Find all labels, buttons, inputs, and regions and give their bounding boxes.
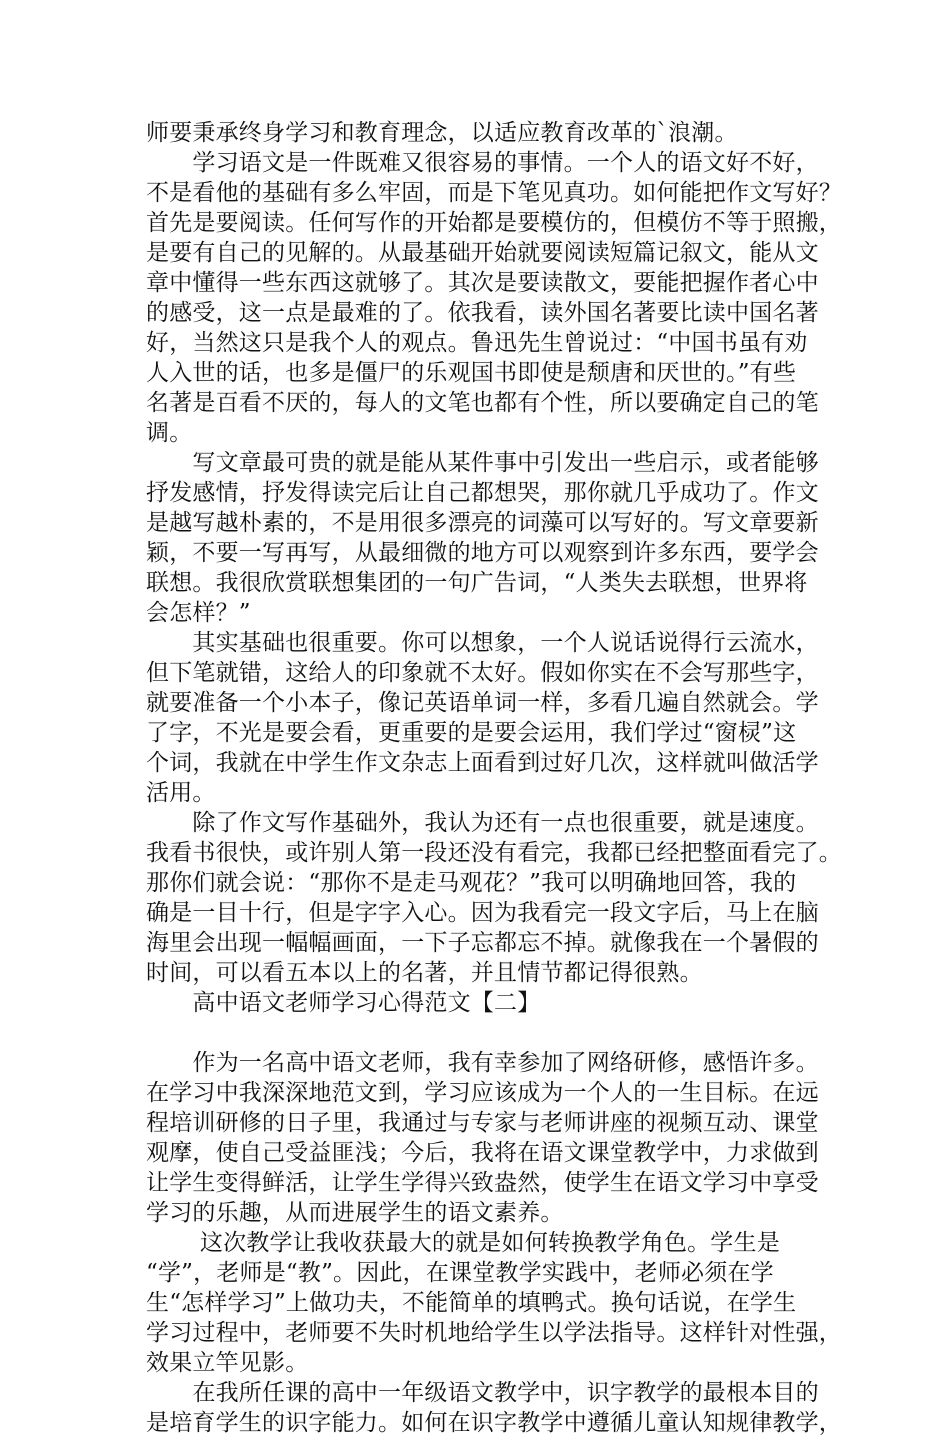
- text-line: 高中语文老师学习心得范文【二】: [146, 990, 541, 1016]
- text-line: 联想。我很欣赏联想集团的一句广告词，“人类失去联想，世界将: [146, 570, 808, 596]
- text-line: 是培育学生的识字能力。如何在识字教学中遵循儿童认知规律教学，: [146, 1410, 842, 1436]
- text-line: “学”，老师是“教”。因此，在课堂教学实践中，老师必须在学: [146, 1260, 774, 1286]
- text-line: 师要秉承终身学习和教育理念，以适应教育改革的`浪潮。: [146, 120, 738, 146]
- text-line: 海里会出现一幅幅画面，一下子忘都忘不掉。就像我在一个暑假的: [146, 930, 819, 956]
- text-line: 会怎样？”: [146, 600, 251, 626]
- text-line: 时间，可以看五本以上的名著，并且情节都记得很熟。: [146, 960, 703, 986]
- text-line: 好，当然这只是我个人的观点。鲁迅先生曾说过：“中国书虽有劝: [146, 330, 808, 356]
- text-line: 就要准备一个小本子，像记英语单词一样，多看几遍自然就会。学: [146, 690, 819, 716]
- text-line: 这次教学让我收获最大的就是如何转换教学角色。学生是: [146, 1230, 780, 1256]
- text-line: 写文章最可贵的就是能从某件事中引发出一些启示，或者能够: [146, 450, 819, 476]
- blank-line: [146, 1018, 826, 1048]
- text-line: 其实基础也很重要。你可以想象，一个人说话说得行云流水，: [146, 630, 819, 656]
- text-line: 程培训研修的日子里，我通过与专家与老师讲座的视频互动、课堂: [146, 1110, 819, 1136]
- text-line: 人入世的话，也多是僵尸的乐观国书即使是颓唐和厌世的。”有些: [146, 360, 797, 386]
- text-line: 除了作文写作基础外，我认为还有一点也很重要，就是速度。: [146, 810, 819, 836]
- text-line: 观摩，使自己受益匪浅；今后，我将在语文课堂教学中，力求做到: [146, 1140, 819, 1166]
- text-line: 是要有自己的见解的。从最基础开始就要阅读短篇记叙文，能从文: [146, 240, 819, 266]
- text-line: 是越写越朴素的，不是用很多漂亮的词藻可以写好的。写文章要新: [146, 510, 819, 536]
- text-line: 效果立竿见影。: [146, 1350, 309, 1376]
- text-line: 在学习中我深深地范文到，学习应该成为一个人的一生目标。在远: [146, 1080, 819, 1106]
- text-line: 名著是百看不厌的，每人的文笔也都有个性，所以要确定自己的笔: [146, 390, 819, 416]
- text-line: 在我所任课的高中一年级语文教学中，识字教学的最根本目的: [146, 1380, 819, 1406]
- text-line: 个词，我就在中学生作文杂志上面看到过好几次，这样就叫做活学: [146, 750, 819, 776]
- text-line: 作为一名高中语文老师，我有幸参加了网络研修，感悟许多。: [146, 1050, 819, 1076]
- text-line: 的感受，这一点是最难的了。依我看，读外国名著要比读中国名著: [146, 300, 819, 326]
- text-line: 学习语文是一件既难又很容易的事情。一个人的语文好不好，: [146, 150, 819, 176]
- text-line: 活用。: [146, 780, 216, 806]
- text-line: 生“怎样学习”上做功夫，不能简单的填鸭式。换句话说，在学生: [146, 1290, 797, 1316]
- document-page: [146, 118, 842, 1438]
- text-line: 但下笔就错，这给人的印象就不太好。假如你实在不会写那些字，: [146, 660, 819, 686]
- text-line: 章中懂得一些东西这就够了。其次是要读散文，要能把握作者心中: [146, 270, 819, 296]
- text-line: 确是一目十行，但是字字入心。因为我看完一段文字后，马上在脑: [146, 900, 819, 926]
- text-line: 不是看他的基础有多么牢固，而是下笔见真功。如何能把作文写好？: [146, 180, 842, 206]
- text-line: 颖，不要一写再写，从最细微的地方可以观察到许多东西，要学会: [146, 540, 819, 566]
- text-line: 学习过程中，老师要不失时机地给学生以学法指导。这样针对性强，: [146, 1320, 842, 1346]
- text-line: 抒发感情，抒发得读完后让自己都想哭，那你就几乎成功了。作文: [146, 480, 819, 506]
- text-line: 了字，不光是要会看，更重要的是要会运用，我们学过“窗棂”这: [146, 720, 797, 746]
- text-line: 学习的乐趣，从而进展学生的语文素养。: [146, 1200, 564, 1226]
- text-line: 那你们就会说：“那你不是走马观花？”我可以明确地回答，我的: [146, 870, 797, 896]
- text-line: 我看书很快，或许别人第一段还没有看完，我都已经把整面看完了。: [146, 840, 842, 866]
- text-line: 首先是要阅读。任何写作的开始都是要模仿的，但模仿不等于照搬，: [146, 210, 842, 236]
- text-line: 调。: [146, 420, 193, 446]
- text-line: 让学生变得鲜活，让学生学得兴致盎然，使学生在语文学习中享受: [146, 1170, 819, 1196]
